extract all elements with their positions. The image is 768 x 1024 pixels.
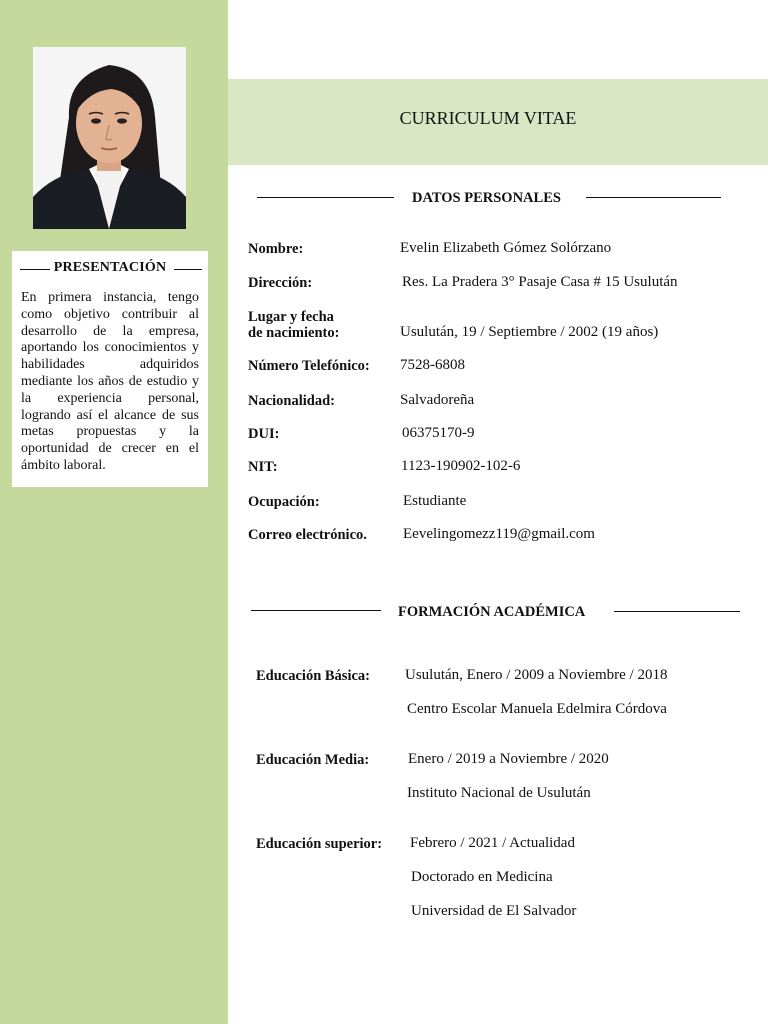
edu-line: Usulután, Enero / 2009 a Noviembre / 2018: [405, 667, 668, 683]
divider-line: [251, 610, 381, 611]
edu-line: Febrero / 2021 / Actualidad: [410, 835, 575, 851]
field-label-email: Correo electrónico.: [248, 527, 367, 543]
field-label-birth-line1: Lugar y fecha: [248, 309, 334, 325]
field-value-nationality: Salvadoreña: [400, 392, 475, 408]
field-value-phone: 7528-6808: [400, 357, 465, 373]
field-label-nationality: Nacionalidad:: [248, 393, 336, 409]
presentation-title: PRESENTACIÓN: [53, 260, 167, 275]
field-label-name: Nombre:: [248, 241, 304, 257]
field-value-address: Res. La Pradera 3° Pasaje Casa # 15 Usulután: [402, 274, 678, 290]
edu-label-basic: Educación Básica:: [256, 668, 370, 684]
edu-label-media: Educación Media:: [256, 752, 370, 768]
field-value-occupation: Estudiante: [403, 493, 467, 509]
divider-line: [257, 197, 394, 198]
field-value-name: Evelin Elizabeth Gómez Solórzano: [400, 240, 612, 256]
field-label-dui: DUI:: [248, 426, 280, 442]
edu-label-superior: Educación superior:: [256, 836, 383, 852]
profile-photo: [33, 47, 186, 229]
page-title: CURRICULUM VITAE: [399, 108, 577, 128]
field-value-birth: Usulután, 19 / Septiembre / 2002 (19 años): [400, 324, 659, 340]
edu-line: Doctorado en Medicina: [411, 869, 553, 885]
presentation-box: [12, 251, 208, 487]
presentation-text: En primera instancia, tengo como objetivo contribuir al desarrollo de la empresa, aportando los conocimientos y habilidades adquiridos mediante los años de estudio y la experiencia personal, logrando así el alcance de sus metas propuestas y la oportunidad de crecer en el ámbito laboral.: [21, 290, 199, 473]
divider-line: [174, 269, 202, 270]
header-band: [228, 79, 768, 165]
edu-line: Centro Escolar Manuela Edelmira Córdova: [407, 701, 667, 717]
divider-line: [614, 611, 740, 612]
field-value-nit: 1123-190902-102-6: [401, 458, 521, 474]
edu-line: Enero / 2019 a Noviembre / 2020: [408, 751, 609, 767]
edu-line: Universidad de El Salvador: [411, 903, 577, 919]
section-title-personal: DATOS PERSONALES: [412, 190, 561, 206]
edu-line: Instituto Nacional de Usulután: [407, 785, 591, 801]
field-label-birth-line2: de nacimiento:: [248, 325, 340, 341]
divider-line: [586, 197, 721, 198]
field-label-phone: Número Telefónico:: [248, 358, 370, 374]
field-label-occupation: Ocupación:: [248, 494, 320, 510]
field-label-nit: NIT:: [248, 459, 278, 475]
field-value-dui: 06375170-9: [402, 425, 475, 441]
portrait-image: [33, 47, 186, 229]
sidebar: [0, 0, 228, 1024]
field-value-email: Eevelingomezz119@gmail.com: [403, 526, 595, 542]
section-title-education: FORMACIÓN ACADÉMICA: [398, 604, 586, 620]
field-label-address: Dirección:: [248, 275, 313, 291]
